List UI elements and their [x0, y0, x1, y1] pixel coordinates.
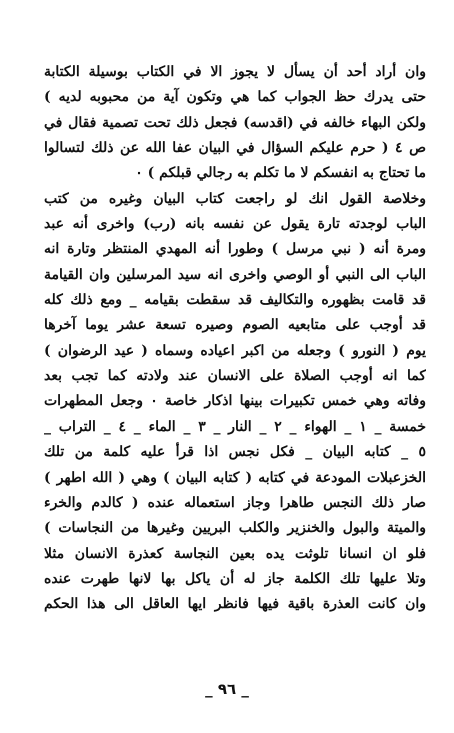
text-line-18: صار ذلك النجس طاهرا وجاز استعماله عنده ( كالدم والخرء — [44, 494, 426, 511]
page-number: _ ٩٦ _ — [205, 680, 249, 698]
text-line-21: وتلا عليها تلك الكلمة جاز له أن ياكل بها لانها طهرت عنده — [44, 570, 426, 587]
text-line-10: قد قامت بظهوره والتكاليف قد سقطت بقيامه _ ومع ذلك كله — [44, 292, 426, 309]
text-line-11: قد أوجب على متابعيه الصوم وصيره تسعة عشر يوما آخرها — [44, 317, 426, 334]
text-line-20: فلو ان انسانا تلوثت يده بعين النجاسة كعذرة الانسان مثلا — [44, 545, 426, 562]
text-line-15: خمسة _ ١ _ الهواء _ ٢ _ النار _ ٣ _ الماء _ ٤ _ التراب _ — [44, 418, 426, 435]
text-line-13: كما انه أوجب الصلاة على الانسان عند ولادته كما تجب بعد — [44, 368, 426, 385]
text-line-3: ولكن البهاء خالفه في (اقدسه) فجعل ذلك تحت تصمية فقال في — [44, 114, 426, 131]
text-line-4: ص ٤ ( حرم عليكم السؤال في البيان عفا الله عن ذلك لتسالوا — [44, 140, 426, 157]
body-text — [44, 60, 426, 618]
text-line-7: الباب لوجدته تارة يقول عن نفسه بانه (رب) واخرى أنه عبد — [44, 216, 426, 233]
text-line-5: ما تحتاج به انفسكم لا ما تكلم به رجالي قبلكم ) ٠ — [135, 165, 426, 182]
text-line-17: الخزعبلات المودعة في كتابه ( كتابه البيان ) وهي ( الله اطهر ) — [44, 469, 426, 486]
text-line-9: الباب الى النبي أو الوصي واخرى انه سيد المرسلين وان القيامة — [44, 266, 426, 283]
text-line-2: حتى يدرك حظ الجواب كما هي وتكون آية من محبوبه لديه ) — [44, 89, 426, 106]
text-line-19: والميتة والبول والخنزير والكلب البريين وغيرها من النجاسات ) — [44, 520, 426, 537]
text-line-16: ٥ _ كتابه البيان _ فكل نجس اذا قرأ عليه كلمة من تلك — [44, 444, 426, 461]
text-line-22: وان كانت العذرة باقية فيها فانظر ايها العاقل الى هذا الحكم — [44, 596, 426, 613]
text-line-6: وخلاصة القول انك لو راجعت كتاب البيان وغيره من كتب — [44, 190, 426, 207]
text-line-12: يوم ( النورو ) وجعله من اكبر اعياده وسماه ( عيد الرضوان ) — [44, 342, 426, 359]
text-line-1: وان أراد أحد أن يسأل لا يجوز الا في الكتاب بوسيلة الكتابة — [44, 64, 426, 80]
text-line-14: وفاته وهي خمس تكبيرات بينها اذكار خاصة ٠ وجعل المطهرات — [44, 393, 426, 410]
text-line-8: ومرة أنه ( نبي مرسل ) وطورا أنه المهدي المنتظر وتارة انه — [44, 241, 426, 258]
